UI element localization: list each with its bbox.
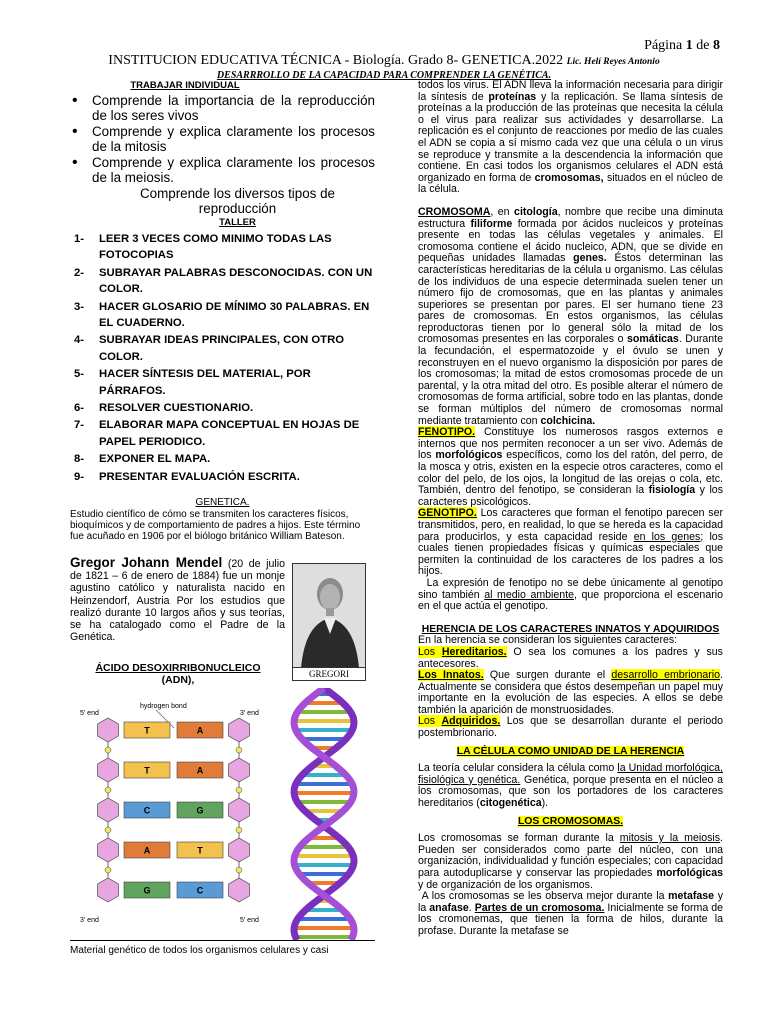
page-number: Página 1 de 8 (644, 38, 720, 53)
sugar-hexagon (229, 838, 250, 862)
footnote-separator (70, 940, 375, 941)
genetica-definition: Estudio científico de cómo se transmiten los caracteres físicos, bioquímicos y de comportamiento de padres a hijos. Este término fue acuñado en 1906 por el biólogo británico William Bateson. (70, 509, 361, 543)
herencia-heading: HERENCIA DE LOS CARACTERES INNATOS Y ADQUIRIDOS (421, 623, 720, 635)
end-label: 5' end (80, 710, 99, 717)
right-column (418, 80, 723, 938)
left-column (70, 80, 375, 542)
sugar-hexagon (229, 758, 250, 782)
objective-item: Comprende los diversos tipos de reproducción (139, 186, 335, 216)
base-letter: T (144, 765, 150, 776)
phosphate-dot (236, 867, 242, 873)
header-author: Lic. Helí Reyes Antonio (566, 57, 660, 67)
herencia-intro: En la herencia se consideran los siguientes caracteres: (418, 634, 678, 647)
herencia-innatos: Los Innatos. Que surgen durante el desarrollo embrionario. Actualmente se considera que éstos desempeñan un papel muy importante en la evolución de las especies. A ellos se debe también la aparición de monstruosidades. (418, 669, 723, 716)
sugar-hexagon (98, 758, 119, 782)
mendel-paragraph: Gregor Johann Mendel (20 de julio de 1821 – 6 de enero de 1884) fue un monje agustino católico y naturalista nacido en Heinzendorf, Austria Por los estudios que realizó durante 10 largos años y sus teorías, se ha catalogado como el Padre de la Genética. (70, 555, 285, 644)
phosphate-dot (105, 787, 111, 793)
herencia-hereditarios: Los Hereditarios. O sea los comunes a los padres y sus antecesores. (418, 645, 723, 670)
mendel-name: Gregor Johann Mendel (70, 555, 223, 570)
phosphate-dot (105, 827, 111, 833)
cromosomas-paragraph: Los cromosomas se forman durante la mitosis y la meiosis. Pueden ser considerados como parte del núcleo, con una organización, individualidad y función especiales; con capacidad para autoduplicarse y conservar las propiedades morfológicas y de organización de los organismos. (418, 832, 723, 891)
cromosomas-heading: LOS CROMOSOMAS. (517, 815, 624, 827)
document-subtitle: DESARRROLLO DE LA CAPACIDAD PARA COMPRENDER LA GENÉTICA. (216, 70, 552, 81)
base-letter: A (143, 845, 151, 856)
mendel-portrait (292, 563, 366, 681)
task-item: 8- EXPONER EL MAPA. (74, 453, 211, 466)
task-item: 2- SUBRAYAR PALABRAS DESCONOCIDAS. CON UN COLOR. (74, 266, 373, 296)
celula-paragraph: La teoría celular considera la célula como la Unidad morfológica, fisiológica y genética. Genética, porque presenta en el núcleo a los cromosomas, que son los portadores de los caracteres hereditarios (citogenética). (418, 762, 723, 810)
portrait-caption: GREGORI (293, 667, 365, 680)
phosphate-dot (105, 867, 111, 873)
objective-item: • Comprende la importancia de la reproducción de los seres vivos (70, 93, 375, 123)
sugar-hexagon (98, 838, 119, 862)
header-title: INSTITUCION EDUCATIVA TÉCNICA - Biología. Grado 8- GENETICA.2022 (108, 53, 564, 68)
sugar-hexagon (98, 878, 119, 902)
base-letter: G (143, 885, 151, 896)
objective-item: • Comprende y explica claramente los procesos de la meiosis. (70, 155, 375, 185)
end-label: 3' end (240, 710, 259, 717)
sugar-hexagon (98, 798, 119, 822)
base-letter: A (196, 765, 204, 776)
genetica-heading: GENETICA. (195, 497, 250, 509)
task-item: 6- RESOLVER CUESTIONARIO. (74, 402, 254, 415)
sugar-hexagon (98, 718, 119, 742)
trabajar-heading: TRABAJAR INDIVIDUAL (130, 80, 240, 91)
base-letter: G (196, 805, 204, 816)
dna-base-pair-diagram (76, 700, 271, 930)
document-header (0, 53, 768, 69)
sugar-hexagon (229, 798, 250, 822)
end-label: 5' end (240, 917, 259, 924)
base-letter: C (143, 805, 151, 816)
task-item: 5- HACER SÍNTESIS DEL MATERIAL, POR PÁRRAFOS. (74, 368, 311, 397)
genotipo-heading: GENOTIPO. (418, 507, 477, 520)
task-item: 9- PRESENTAR EVALUACIÓN ESCRITA. (74, 470, 300, 483)
adn-paragraph: todos los virus. El ADN lleva la información necesaria para dirigir la síntesis de proteínas y la replicación. Se llama síntesis de proteínas a la producción de las proteínas que necesita la célula o el virus para realizar sus actividades y desarrollarse. La replicación es el conjunto de reacciones por medio de las cuales el ADN se copia a sí mismo cada vez que una célula o un virus se reproduce y transmite a la descendencia la información que contiene. En casi todos los organismos celulares el ADN está organizado en forma de cromosomas, situados en el núcleo de la célula. (418, 79, 724, 196)
objective-item: • Comprende y explica claramente los procesos de la mitosis (70, 124, 375, 154)
phosphate-dot (105, 747, 111, 753)
end-label: 3' end (80, 917, 99, 924)
taller-heading: TALLER (219, 217, 256, 228)
base-letter: T (144, 725, 150, 736)
adn-heading: ÁCIDO DESOXIRRIBONUCLEICO (ADN), (95, 662, 261, 686)
phosphate-dot (236, 787, 242, 793)
fenotipo-paragraph: FENOTIPO. Constituye los numerosos rasgos externos e internos que nos permiten reconocer a un ser vivo. Además de los morfológicos específicos, como los del ratón, del perro, de la mosca y otris, existen en la especie otros caracteres, como el color del pelo, de los ojos, la longitud de las orejas o cola, etc. También, dentro del fenotipo, se consideran la fisiología y los caracteres psicológicos. (418, 426, 723, 508)
phosphate-dot (236, 747, 242, 753)
base-letter: C (196, 885, 204, 896)
task-item: 3- HACER GLOSARIO DE MÍNIMO 30 PALABRAS. EN EL CUADERNO. (74, 300, 370, 330)
base-letter: T (197, 845, 203, 856)
hydrogen-bond-label: hydrogen bond (140, 703, 187, 710)
sugar-hexagon (229, 878, 250, 902)
sugar-hexagon (229, 718, 250, 742)
cromosoma-heading: CROMOSOMA (418, 205, 491, 218)
cromosomas-paragraph-2: A los cromosomas se les observa mejor durante la metafase y la anafase. Partes de un cromosoma. Inicialmente se forma de los cromonemas, que tienen la forma de hilos, durante la profase. Durante la metafase se (418, 890, 724, 937)
celula-heading: LA CÉLULA COMO UNIDAD DE LA HERENCIA (456, 745, 685, 757)
base-letter: A (196, 725, 204, 736)
task-item: 7- ELABORAR MAPA CONCEPTUAL EN HOJAS DE PAPEL PERIODICO. (74, 419, 360, 448)
herencia-adquiridos: Los Adquiridos. Los que se desarrollan durante el periodo postembrionario. (418, 715, 724, 740)
phosphate-dot (236, 827, 242, 833)
fenotipo-heading: FENOTIPO. (418, 426, 476, 439)
tasks-list (70, 231, 375, 485)
objectives-list (70, 93, 375, 185)
task-item: 1- LEER 3 VECES COMO MINIMO TODAS LAS FOTOCOPIAS (74, 233, 332, 262)
footer-text: Material genético de todos los organismos celulares y casi (70, 945, 329, 956)
dna-double-helix-illustration (280, 688, 368, 940)
cromosoma-paragraph: CROMOSOMA, en citología, nombre que recibe una diminuta estructura filiforme formada por ácidos nucleicos y proteínas presente en todas las células vegetales y animales. El cromosoma contiene el ácido nucleico, ADN, que se divide en pequeñas unidades llamadas genes. Éstos determinan las características hereditarias de la célula u organismo. Las células de los individuos de una especie determinada suelen tener un número fijo de cromosomas, que en las plantas y animales superiores se presentan por pares. El ser humano tiene 23 pares de cromosomas. En estos organismos, las células reproductoras tienen por lo general sólo la mitad de los cromosomas presentes en las corporales o somáticas. Durante la fecundación, el espermatozoide y el óvulo se unen y reconstruyen en el nuevo organismo la disposición por pares de los cromosomas; la mitad de estos cromosomas procede de un parental, y la otra mitad del otro. Es posible alterar el número de cromosomas de forma artificial, sobre todo en las plantas, donde se forman múltiplos del número de cromosomas normal mediante tratamiento con colchicina. (418, 205, 724, 427)
task-item: 4- SUBRAYAR IDEAS PRINCIPALES, CON OTRO COLOR. (74, 334, 345, 363)
genotipo-paragraph-2: La expresión de fenotipo no se debe únicamente al genotipo sino también al medio ambiente, que proporciona el escenario en el que actúa el genotipo. (418, 576, 723, 613)
genotipo-paragraph: GENOTIPO. Los caracteres que forman el fenotipo parecen ser transmitidos, pero, en realidad, lo que se hereda es la capacidad para producirlos, y esta capacidad reside en los genes; los cuales tienen propiedades físicas y químicas especiales que permiten la continuidad de los caracteres de los padres a los hijos. (418, 507, 723, 578)
